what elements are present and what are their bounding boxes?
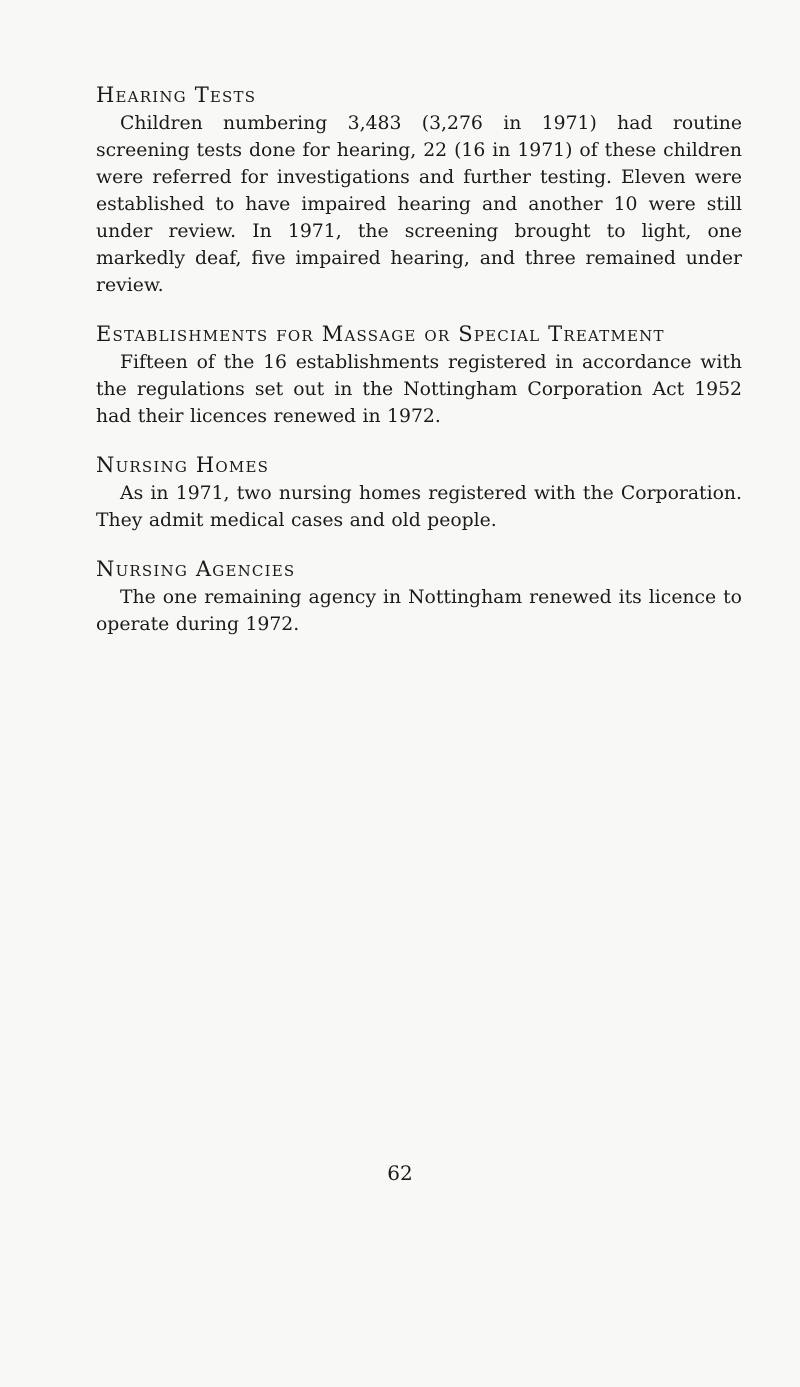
section-heading: Establishments for Massage or Special Treatment: [96, 322, 665, 346]
section-paragraph: As in 1971, two nursing homes registered with the Corporation. They admit medical cases and old people.: [96, 483, 742, 531]
section-paragraph: Fifteen of the 16 establishments registered in accordance with the regulations set out in the Nottingham Corporation Act 1952 had their licences renewed in 1972.: [96, 352, 742, 427]
section-heading: Nursing Agencies: [96, 557, 296, 581]
section-establishments-massage: [96, 321, 742, 430]
section-hearing-tests: [96, 82, 742, 299]
section-heading: Nursing Homes: [96, 453, 270, 477]
section-paragraph: Children numbering 3,483 (3,276 in 1971) had routine screening tests done for hearing, 22 (16 in 1971) of these children were referred for investigations and further testing. Eleven were established to have impaired hearing and another 10 were still under review. In 1971, the screening brought to light, one markedly deaf, five impaired hearing, and three remained under review.: [96, 113, 742, 296]
section-nursing-agencies: [96, 556, 742, 638]
section-heading: Hearing Tests: [96, 83, 257, 107]
section-nursing-homes: [96, 452, 742, 534]
document-page: [96, 82, 742, 660]
section-paragraph: The one remaining agency in Nottingham renewed its licence to operate during 1972.: [96, 587, 742, 635]
page-number: 62: [387, 1161, 413, 1185]
